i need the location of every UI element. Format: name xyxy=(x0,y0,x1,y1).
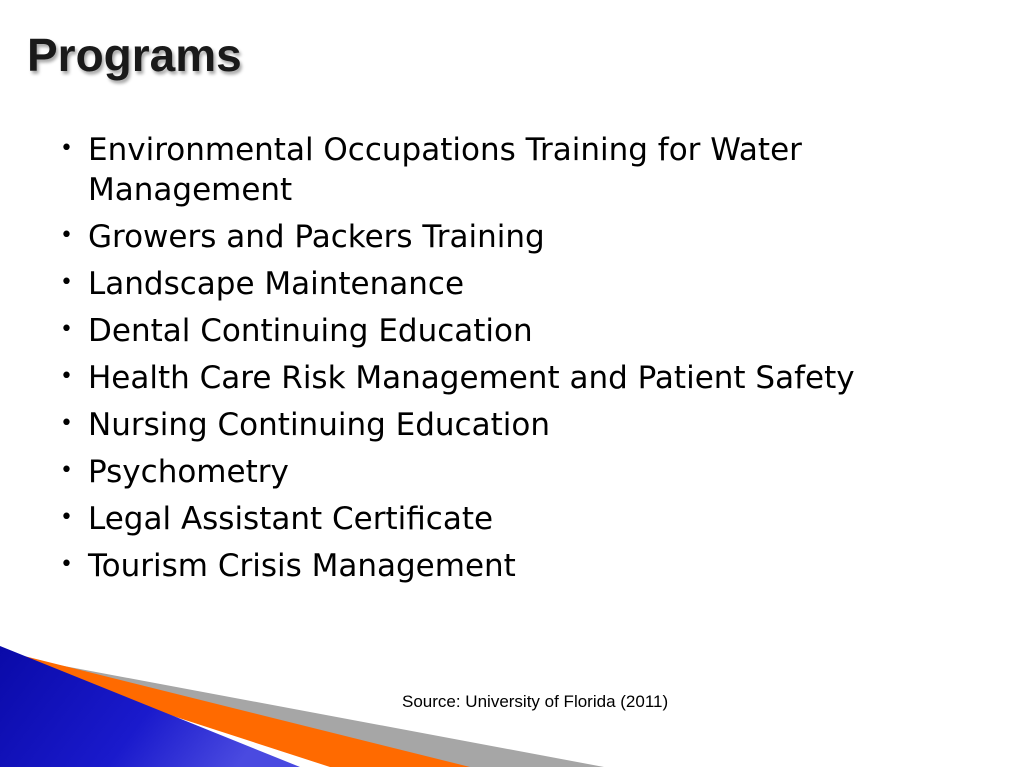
list-item xyxy=(58,499,938,539)
list-item xyxy=(58,405,938,445)
list-item-text: Legal Assistant Certificate xyxy=(88,501,494,537)
list-item-text: Nursing Continuing Education xyxy=(88,407,550,443)
list-item xyxy=(58,311,938,351)
list-item xyxy=(58,217,938,257)
list-item-text: Dental Continuing Education xyxy=(88,313,533,349)
bullet-icon: • xyxy=(60,270,73,295)
list-item-text: Health Care Risk Management and Patient Safety xyxy=(88,360,855,396)
page-title: Programs xyxy=(27,29,242,81)
list-item-text: Psychometry xyxy=(88,454,289,490)
source-citation: Source: University of Florida (2011) xyxy=(402,692,669,711)
list-item-text: Environmental Occupations Training for Water Management xyxy=(88,132,802,208)
bullet-icon: • xyxy=(60,317,73,342)
list-item xyxy=(58,358,938,398)
list-item xyxy=(58,546,938,586)
bullet-icon: • xyxy=(60,136,73,161)
bullet-icon: • xyxy=(60,223,73,248)
list-item xyxy=(58,130,938,210)
list-item-text: Growers and Packers Training xyxy=(88,219,545,255)
list-item-text: Landscape Maintenance xyxy=(88,266,465,302)
bullet-icon: • xyxy=(60,552,73,577)
bullet-icon: • xyxy=(60,505,73,530)
program-list xyxy=(58,130,938,593)
list-item xyxy=(58,452,938,492)
bullet-icon: • xyxy=(60,364,73,389)
list-item-text: Tourism Crisis Management xyxy=(88,548,516,584)
bullet-icon: • xyxy=(60,458,73,483)
list-item xyxy=(58,264,938,304)
bullet-icon: • xyxy=(60,411,73,436)
